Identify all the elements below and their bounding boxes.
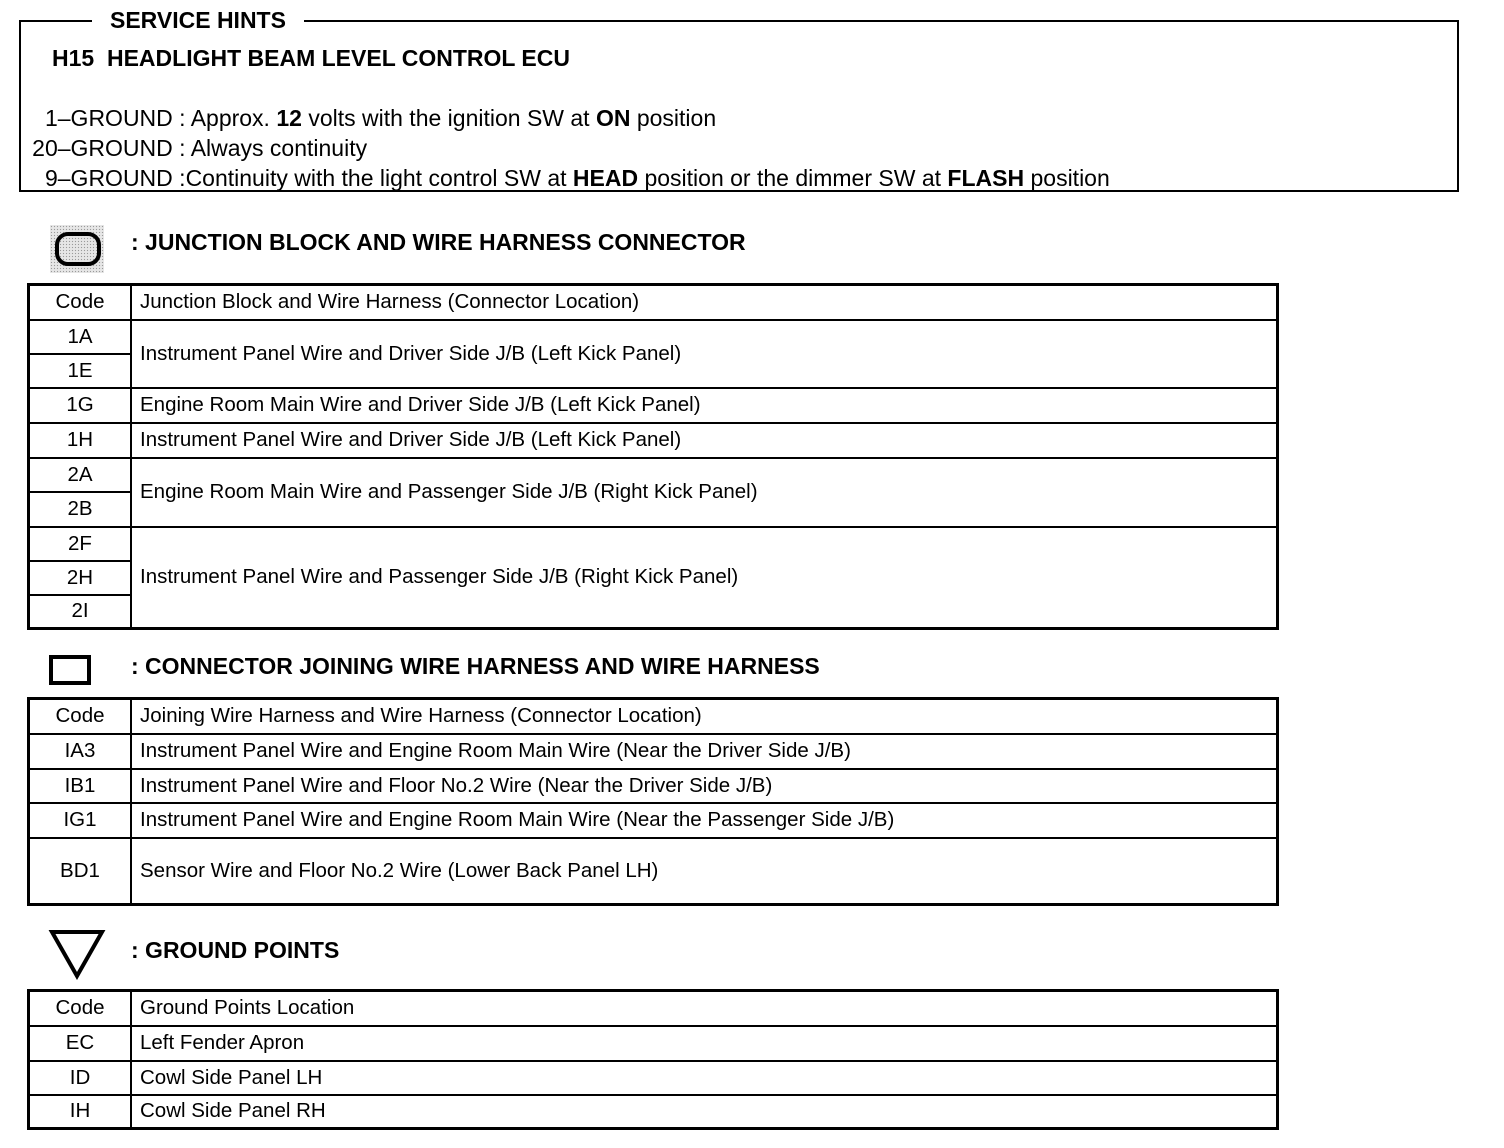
code-cell: IH (29, 1095, 132, 1129)
code-cell: 2B (29, 492, 132, 527)
service-hints-title: SERVICE HINTS (92, 6, 304, 34)
table-row (29, 458, 1278, 492)
desc-cell: Cowl Side Panel RH (131, 1095, 1278, 1129)
desc-cell: Instrument Panel Wire and Floor No.2 Wire (Near the Driver Side J/B) (131, 769, 1278, 803)
table-row (29, 1095, 1278, 1129)
hint-line (0, 136, 1110, 192)
code-cell: BD1 (29, 838, 132, 905)
hint-text: Always continuity (190, 135, 368, 161)
table-row (29, 838, 1278, 905)
hint-text-bold: 12 (276, 105, 302, 131)
hint-sep: : (172, 105, 191, 131)
table-header-row (29, 699, 1278, 734)
hint-text: position or the dimmer SW at (638, 165, 948, 191)
code-cell: 1G (29, 388, 132, 423)
desc-cell: Engine Room Main Wire and Driver Side J/B (Left Kick Panel) (131, 388, 1278, 423)
hint-sep: : (172, 165, 186, 191)
hint-text-bold: ON (595, 105, 631, 131)
table-row (29, 320, 1278, 354)
desc-cell: Instrument Panel Wire and Driver Side J/B (Left Kick Panel) (131, 423, 1278, 458)
junction-block-table (27, 283, 1279, 630)
ground-points-title: : GROUND POINTS (131, 937, 340, 963)
hint-text: volts with the ignition SW at (301, 105, 596, 131)
table-row (29, 423, 1278, 458)
code-cell: 2I (29, 595, 132, 629)
desc-cell: Engine Room Main Wire and Passenger Side J/B (Right Kick Panel) (131, 458, 1278, 527)
table-row (29, 803, 1278, 838)
header-code: Code (29, 285, 132, 320)
junction-block-icon (50, 225, 104, 273)
junction-block-title: : JUNCTION BLOCK AND WIRE HARNESS CONNECTOR (131, 229, 746, 255)
code-cell: IA3 (29, 734, 132, 769)
code-cell: ID (29, 1061, 132, 1095)
desc-cell: Instrument Panel Wire and Engine Room Main Wire (Near the Passenger Side J/B) (131, 803, 1278, 838)
desc-cell: Left Fender Apron (131, 1026, 1278, 1061)
desc-cell: Instrument Panel Wire and Driver Side J/B (Left Kick Panel) (131, 320, 1278, 388)
ground-points-table (27, 989, 1279, 1130)
connector-table (27, 697, 1279, 906)
connector-title: : CONNECTOR JOINING WIRE HARNESS AND WIRE HARNESS (131, 653, 820, 679)
hint-text: position (630, 105, 717, 131)
table-header-row (29, 991, 1278, 1026)
hint-text: Continuity with the light control SW at (185, 165, 573, 191)
code-cell: 2A (29, 458, 132, 492)
code-cell: 1H (29, 423, 132, 458)
header-desc: Joining Wire Harness and Wire Harness (Connector Location) (131, 699, 1278, 734)
connector-icon (49, 655, 91, 685)
desc-cell: Sensor Wire and Floor No.2 Wire (Lower Back Panel LH) (131, 838, 1278, 905)
desc-cell: Instrument Panel Wire and Passenger Side J/B (Right Kick Panel) (131, 527, 1278, 629)
hint-text: Approx. (190, 105, 277, 131)
header-code: Code (29, 699, 132, 734)
table-row (29, 1061, 1278, 1095)
code-cell: EC (29, 1026, 132, 1061)
ground-point-icon (48, 928, 106, 980)
code-cell: 1A (29, 320, 132, 354)
code-cell: 1E (29, 354, 132, 388)
table-row (29, 769, 1278, 803)
code-cell: 2H (29, 561, 132, 595)
header-code: Code (29, 991, 132, 1026)
table-row (29, 1026, 1278, 1061)
hint-pin: 1–GROUND (44, 105, 173, 131)
code-cell: IB1 (29, 769, 132, 803)
table-row (29, 527, 1278, 561)
hint-text: position (1024, 165, 1110, 191)
hint-text-bold: FLASH (947, 165, 1025, 191)
desc-cell: Instrument Panel Wire and Engine Room Main Wire (Near the Driver Side J/B) (131, 734, 1278, 769)
hint-sep: : (172, 135, 191, 161)
table-header-row (29, 285, 1278, 320)
hint-pin: 9–GROUND (44, 165, 173, 191)
header-desc: Ground Points Location (131, 991, 1278, 1026)
code-cell: 2F (29, 527, 132, 561)
table-row (29, 388, 1278, 423)
ecu-title: H15 HEADLIGHT BEAM LEVEL CONTROL ECU (52, 45, 570, 71)
code-cell: IG1 (29, 803, 132, 838)
desc-cell: Cowl Side Panel LH (131, 1061, 1278, 1095)
header-desc: Junction Block and Wire Harness (Connector Location) (131, 285, 1278, 320)
table-row (29, 734, 1278, 769)
hint-text-bold: HEAD (572, 165, 639, 191)
hint-pin: 20–GROUND (32, 135, 173, 161)
